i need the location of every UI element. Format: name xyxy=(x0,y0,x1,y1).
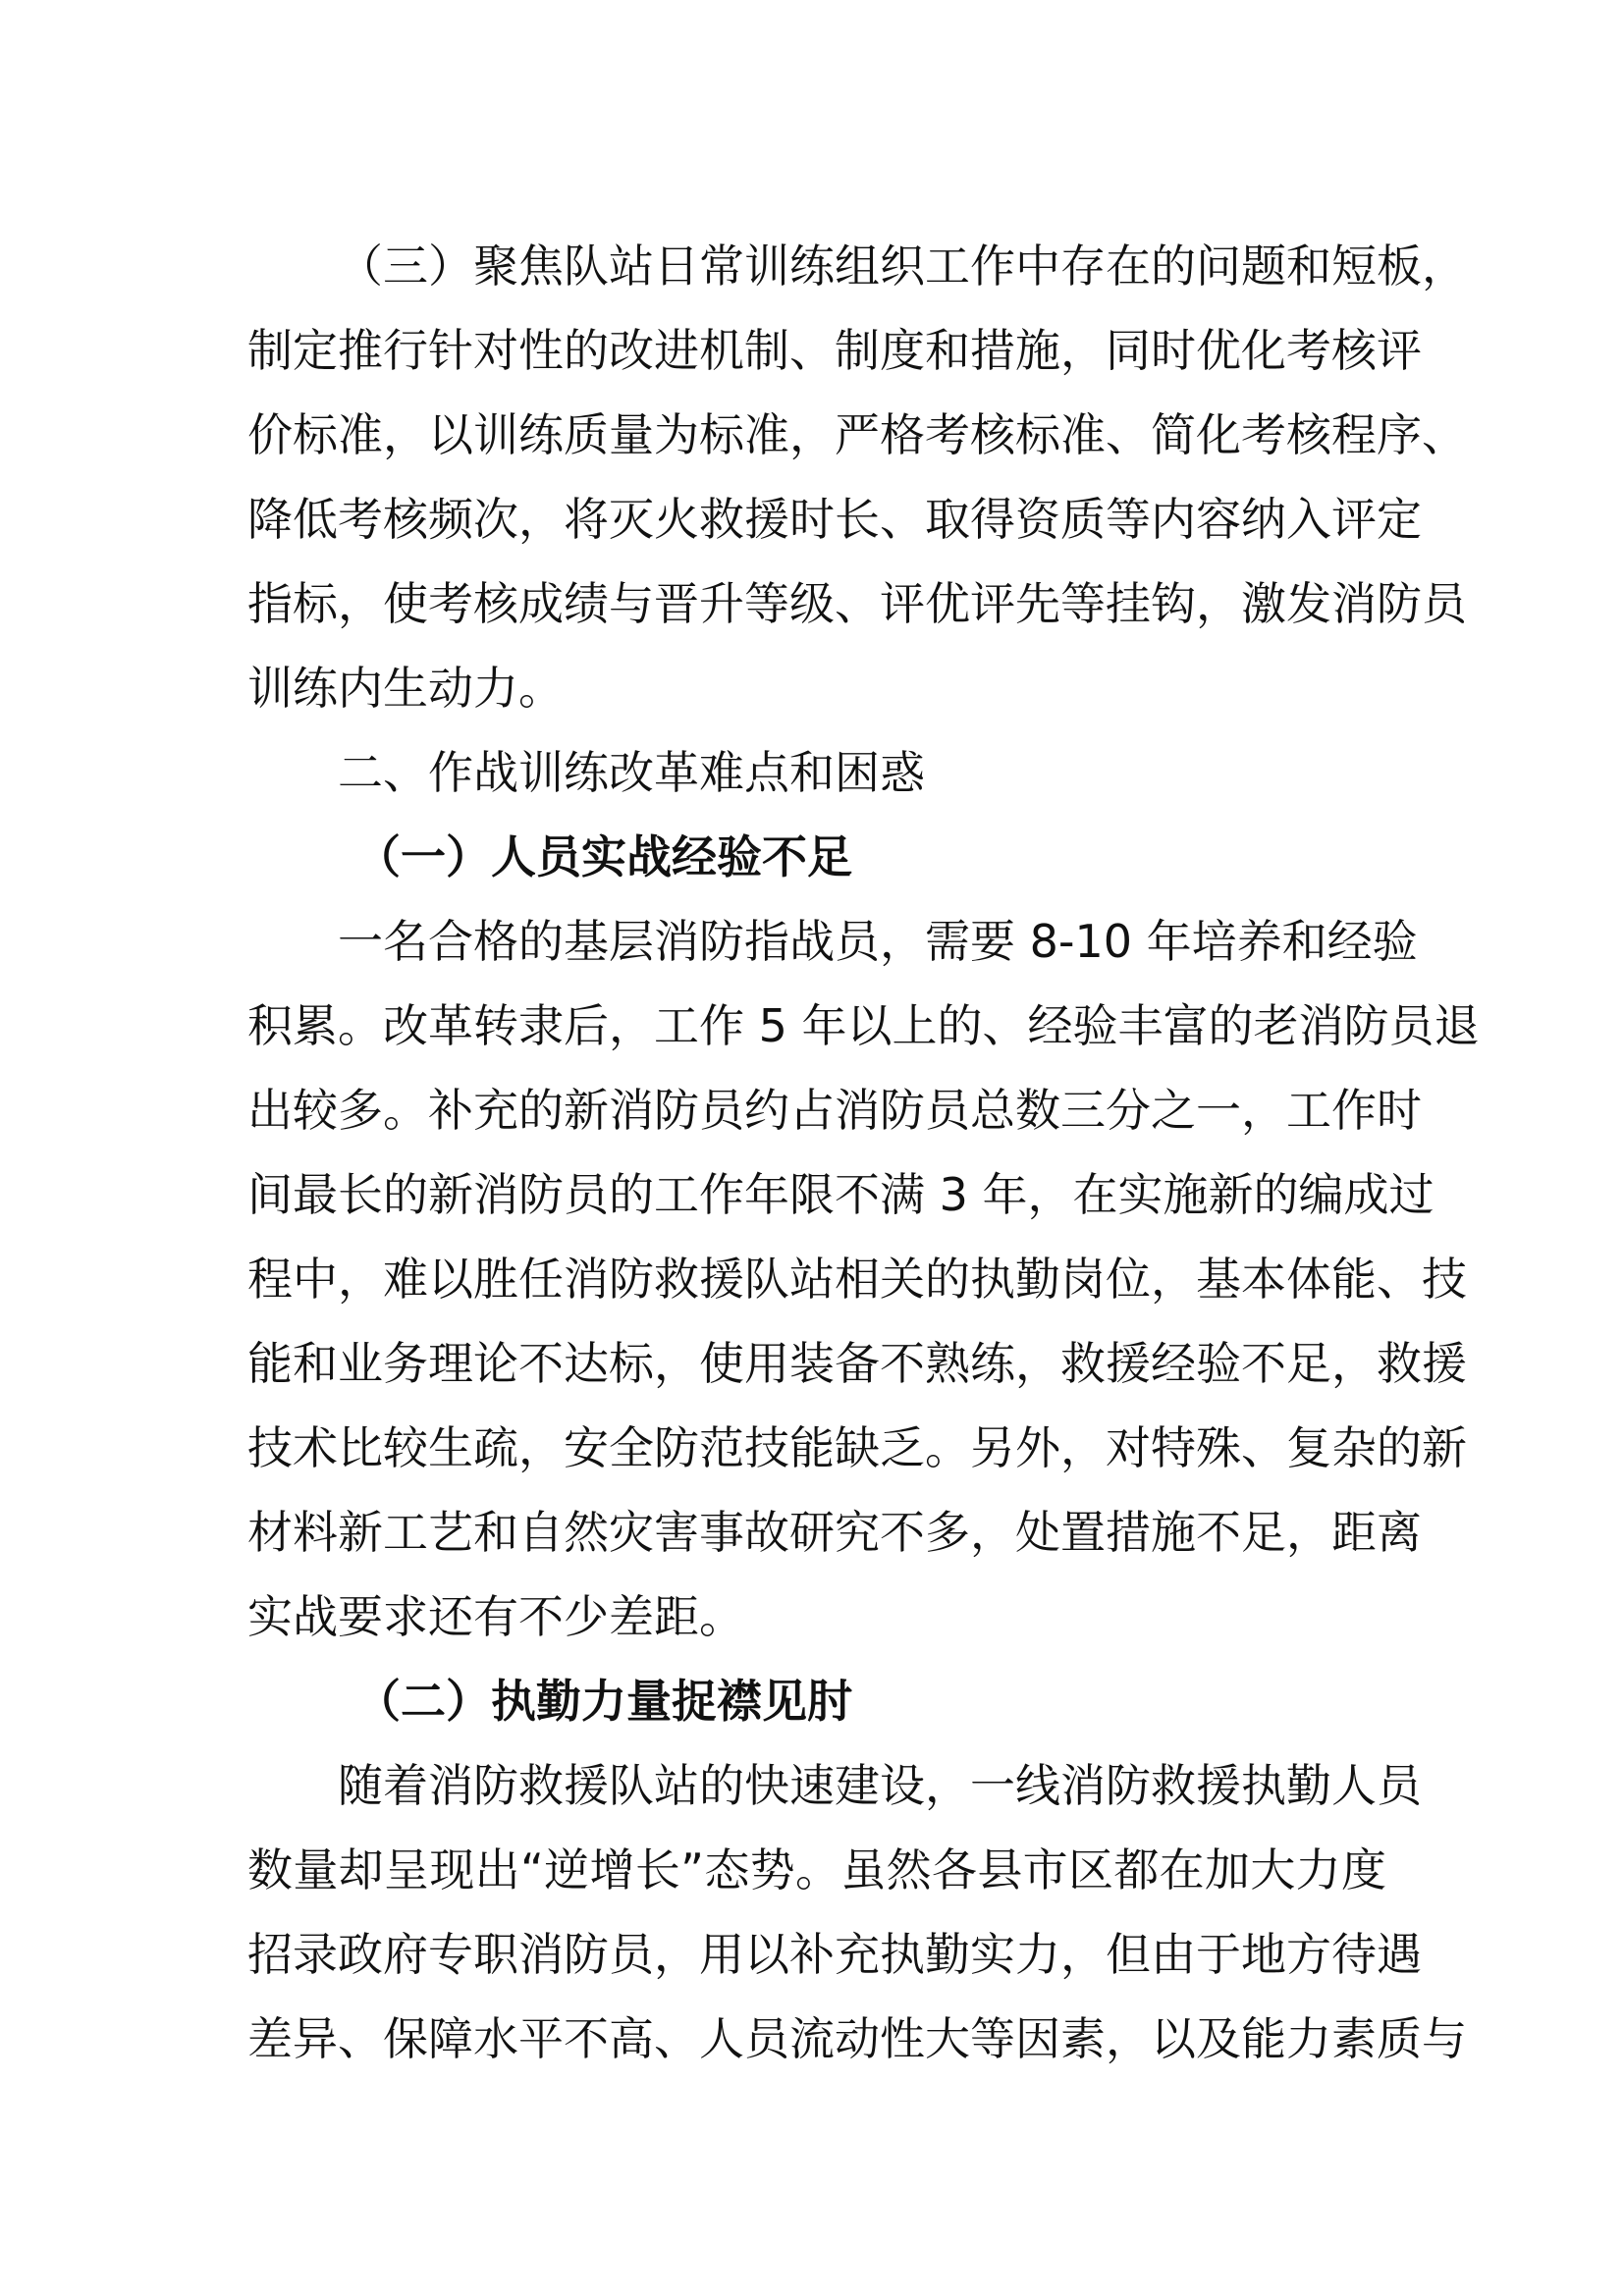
text-line: 程中，难以胜任消防救援队站相关的执勤岗位，基本体能、技 xyxy=(247,1253,1467,1306)
section-heading xyxy=(247,815,1386,899)
text-line: 实战要求还有不少差距。 xyxy=(247,1590,744,1643)
text-line: 差异、保障水平不高、人员流动性大等因素，以及能力素质与 xyxy=(247,2012,1467,2065)
text-line: 二、作战训练改革难点和困惑 xyxy=(338,746,925,799)
text-line: 训练内生动力。 xyxy=(247,662,564,715)
text-line: 指标，使考核成绩与晋升等级、评优评先等挂钩，激发消防员 xyxy=(247,577,1467,630)
document-page xyxy=(247,224,1480,2081)
text-line: 降低考核频次，将灭火救援时长、取得资质等内容纳入评定 xyxy=(247,493,1422,546)
paragraph xyxy=(247,1743,1467,2081)
text-line: 一名合格的基层消防指战员，需要 8-10 年培养和经验 xyxy=(338,915,1418,968)
paragraph xyxy=(247,730,1386,815)
section-heading xyxy=(247,1659,1386,1743)
text-line: （二）执勤力量捉襟见肘 xyxy=(355,1675,852,1728)
text-line: 招录政府专职消防员，用以补充执勤实力，但由于地方待遇 xyxy=(247,1928,1422,1981)
text-line: 制定推行针对性的改进机制、制度和措施，同时优化考核评 xyxy=(247,324,1422,377)
text-line: 间最长的新消防员的工作年限不满 3 年，在实施新的编成过 xyxy=(247,1168,1435,1221)
text-line: 随着消防救援队站的快速建设，一线消防救援执勤人员 xyxy=(338,1759,1422,1812)
text-line: 能和业务理论不达标，使用装备不熟练，救援经验不足，救援 xyxy=(247,1337,1467,1390)
text-line: 数量却呈现出“逆增长”态势。虽然各县市区都在加大力度 xyxy=(247,1843,1386,1896)
text-line: 出较多。补充的新消防员约占消防员总数三分之一，工作时 xyxy=(247,1084,1422,1137)
text-line: （三）聚焦队站日常训练组织工作中存在的问题和短板， xyxy=(338,240,1467,293)
text-line: 价标准，以训练质量为标准，严格考核标准、简化考核程序、 xyxy=(247,408,1467,461)
paragraph xyxy=(247,899,1480,1659)
text-line: 材料新工艺和自然灾害事故研究不多，处置措施不足，距离 xyxy=(247,1506,1422,1559)
text-line: 积累。改革转隶后，工作 5 年以上的、经验丰富的老消防员退 xyxy=(247,999,1480,1052)
paragraph xyxy=(247,224,1467,730)
text-line: （一）人员实战经验不足 xyxy=(355,830,852,883)
text-line: 技术比较生疏，安全防范技能缺乏。另外，对特殊、复杂的新 xyxy=(247,1421,1467,1474)
